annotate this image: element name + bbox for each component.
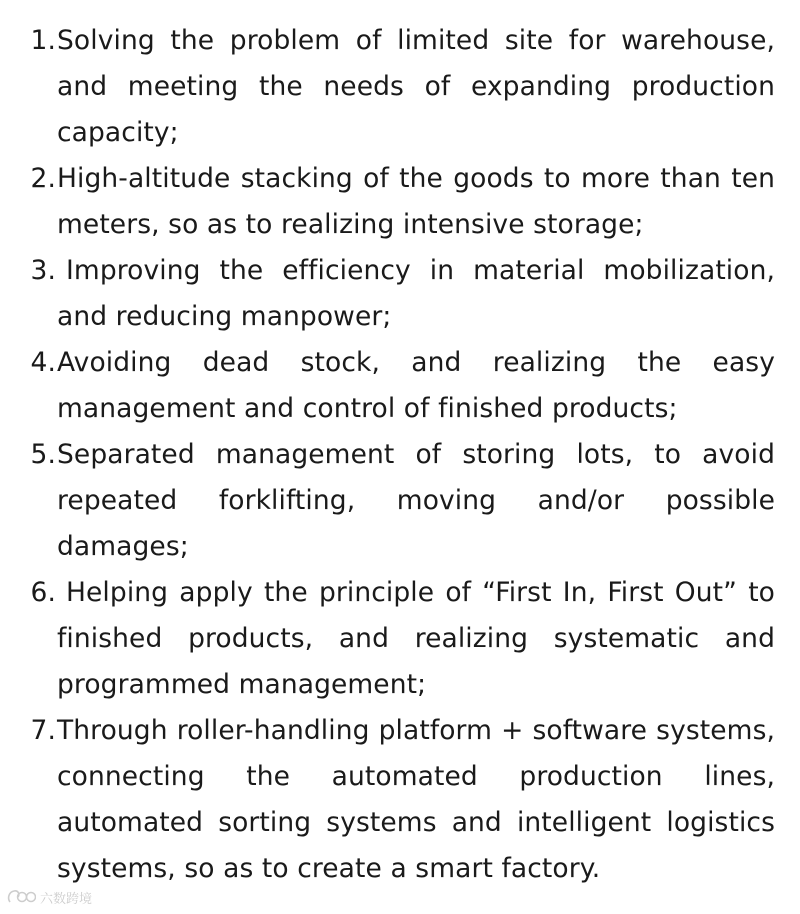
document-body <box>0 18 800 892</box>
list-item <box>0 248 800 340</box>
benefits-list <box>0 18 800 892</box>
list-item-text: Separated management of storing lots, to avoid repeated forklifting, moving and/or possible damages; <box>57 439 775 562</box>
watermark <box>6 886 92 908</box>
list-item-number: 1. <box>30 25 56 56</box>
list-item-number: 2. <box>30 163 56 194</box>
list-item-text: Avoiding dead stock, and realizing the easy management and control of finished products; <box>57 347 775 424</box>
watermark-logo-icon <box>6 888 36 906</box>
list-item-text: Through roller-handling platform + software systems, connecting the automated production lines, automated sorting systems and intelligent logistics systems, so as to create a smart factory. <box>57 715 775 884</box>
list-item <box>0 156 800 248</box>
watermark-text: 六数跨境 <box>40 890 93 906</box>
list-item-text: Improving the efficiency in material mobilization, and reducing manpower; <box>57 255 775 332</box>
list-item-text: Helping apply the principle of “First In, First Out” to finished products, and realizing systematic and programmed management; <box>57 577 775 700</box>
list-item <box>0 432 800 570</box>
list-item-number: 3. <box>30 255 56 286</box>
list-item-text: High-altitude stacking of the goods to more than ten meters, so as to realizing intensive storage; <box>57 163 775 240</box>
list-item-number: 5. <box>30 439 56 470</box>
list-item-text: Solving the problem of limited site for warehouse, and meeting the needs of expanding production capacity; <box>57 25 775 148</box>
list-item <box>0 18 800 156</box>
list-item <box>0 708 800 892</box>
list-item <box>0 340 800 432</box>
list-item-number: 6. <box>30 577 56 608</box>
list-item-number: 4. <box>30 347 56 378</box>
list-item <box>0 570 800 708</box>
list-item-number: 7. <box>30 715 56 746</box>
